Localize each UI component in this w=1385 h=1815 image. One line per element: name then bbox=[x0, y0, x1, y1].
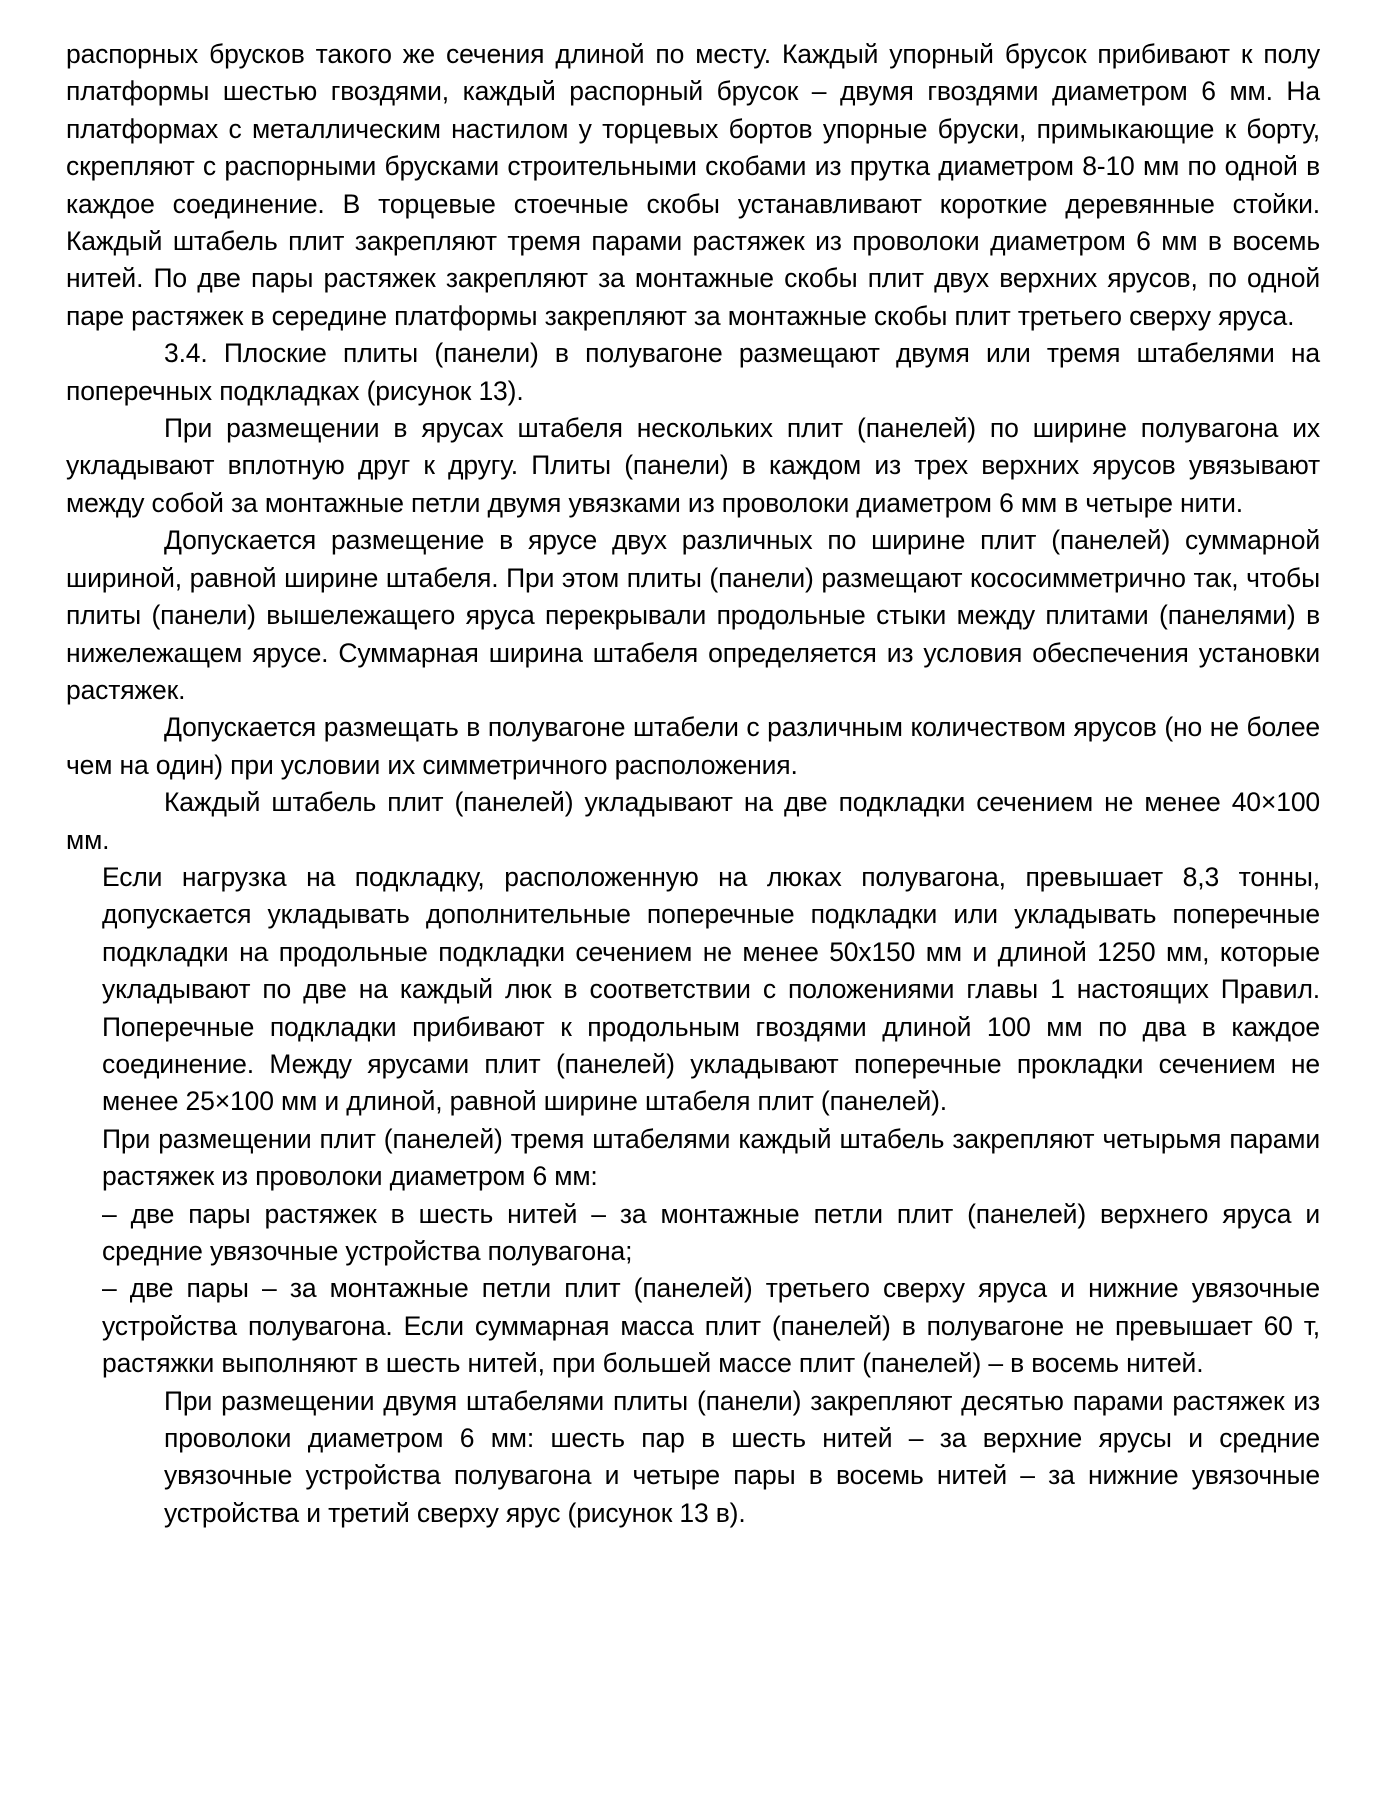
document-page bbox=[66, 36, 1320, 1532]
paragraph-different-layers: Допускается размещать в полувагоне штабели с различным количеством ярусов (но не более чем на один) при условии их симметричного расположения. bbox=[66, 712, 1320, 780]
paragraph-three-stacks: При размещении плит (панелей) тремя штабелями каждый штабель закрепляют четырьмя парами растяжек из проволоки диаметром 6 мм: bbox=[102, 1123, 1320, 1192]
paragraph-stack-layers: При размещении в ярусах штабеля нескольких плит (панелей) по ширине полувагона их укладывают вплотную друг к другу. Плиты (панели) в каждом из трех верхних ярусов увязывают между собой за монтажные петли двумя увязками из проволоки диаметром 6 мм в четыре нити. bbox=[66, 413, 1320, 518]
paragraph-continuation: распорных брусков такого же сечения длиной по месту. Каждый упорный брусок прибивают к полу платформы шестью гвоздями, каждый распорный брусок – двумя гвоздями диаметром 6 мм. На платформах с металлическим настилом у торцевых бортов упорные бруски, примыкающие к борту, скрепляют с распорными брусками строительными скобами из прутка диаметром 8-10 мм по одной в каждое соединение. В торцевые стоечные скобы устанавливают короткие деревянные стойки. Каждый штабель плит закрепляют тремя парами растяжек из проволоки диаметром 6 мм в восемь нитей. По две пары растяжек закрепляют за монтажные скобы плит двух верхних ярусов, по одной паре растяжек в середине платформы закрепляют за монтажные скобы плит третьего сверху яруса. bbox=[66, 39, 1320, 331]
paragraph-support-section: Каждый штабель плит (панелей) укладывают на две подкладки сечением не менее 40×100 мм. bbox=[66, 787, 1320, 855]
paragraph-different-widths: Допускается размещение в ярусе двух различных по ширине плит (панелей) суммарной шириной, равной ширине штабеля. При этом плиты (панели) размещают кососимметрично так, чтобы плиты (панели) вышележащего яруса перекрывали продольные стыки между плитами (панелями) в нижележащем ярусе. Суммарная ширина штабеля определяется из условия обеспечения установки растяжек. bbox=[66, 525, 1320, 705]
list-item-third-layer: – две пары – за монтажные петли плит (панелей) третьего сверху яруса и нижние увязочные устройства полувагона. Если суммарная масса плит (панелей) в полувагоне не превышает 60 т, растяжки выполняют в шесть нитей, при большей массе плит (панелей) – в восемь нитей. bbox=[102, 1273, 1320, 1379]
paragraph-section-3-4: 3.4. Плоские плиты (панели) в полувагоне размещают двумя или тремя штабелями на поперечных подкладках (рисунок 13). bbox=[66, 338, 1320, 406]
paragraph-two-stacks: При размещении двумя штабелями плиты (панели) закрепляют десятью парами растяжек из проволоки диаметром 6 мм: шесть пар в шесть нитей – за верхние ярусы и средние увязочные устройства полувагона и четыре пары в восемь нитей – за нижние увязочные устройства и третий сверху ярус (рисунок 13 в). bbox=[164, 1385, 1320, 1528]
paragraph-load-on-support: Если нагрузка на подкладку, расположенную на люках полувагона, превышает 8,3 тонны, допускается укладывать дополнительные поперечные подкладки или укладывать поперечные подкладки на продольные подкладки сечением не менее 50х150 мм и длиной 1250 мм, которые укладывают по две на каждый люк в соответствии с положениями главы 1 настоящих Правил. Поперечные подкладки прибивают к продольным гвоздями длиной 100 мм по два в каждое соединение. Между ярусами плит (панелей) укладывают поперечные прокладки сечением не менее 25×100 мм и длиной, равной ширине штабеля плит (панелей). bbox=[102, 861, 1320, 1117]
list-item-upper-layer: – две пары растяжек в шесть нитей – за монтажные петли плит (панелей) верхнего яруса и средние увязочные устройства полувагона; bbox=[102, 1198, 1320, 1266]
